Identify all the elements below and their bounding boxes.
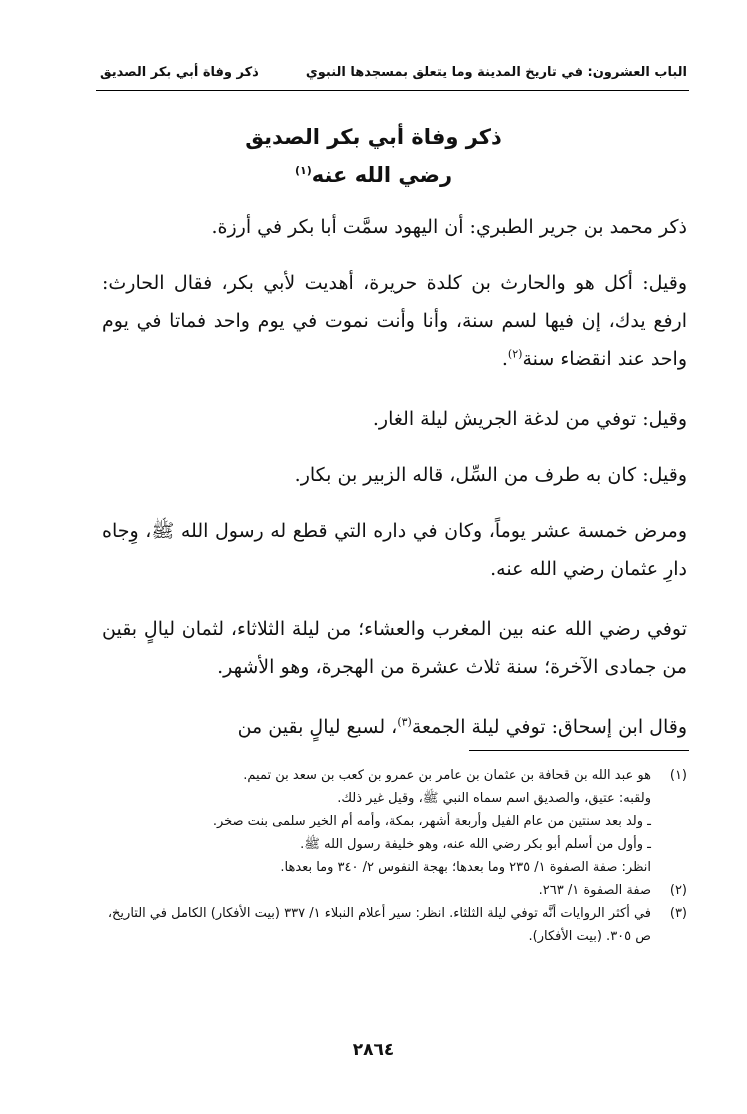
paragraph-text: ، لسبع ليالٍ بقين من xyxy=(237,716,398,738)
footnote-body: في أكثر الروايات أنَّه توفي ليلة الثلثاء. انظر: سير أعلام النبلاء ١/ ٣٣٧ (بيت الأفكار) الكامل في التاريخ، ص ٣٠٥. (بيت الأفكار). xyxy=(107,906,651,944)
footnote-marker: (٣) xyxy=(397,715,412,729)
footnote-line: ـ وأول من أسلم أبو بكر رضي الله عنه، وهو خليفة رسول الله ﷺ. xyxy=(300,837,651,852)
footnote-line: هو عبد الله بن قحافة بن عثمان بن عامر بن عمرو بن كعب بن سعد بن تميم. xyxy=(243,768,651,783)
paragraph: ذكر محمد بن جرير الطبري: أن اليهود سمَّت أبا بكر في أرزة. xyxy=(211,216,687,238)
footnote-2 xyxy=(104,879,687,902)
footnote-number: (٣) xyxy=(669,906,687,921)
footnotes xyxy=(104,764,687,948)
paragraph-text: وقال ابن إسحاق: توفي ليلة الجمعة xyxy=(411,716,687,738)
paragraph xyxy=(102,708,687,746)
footnote-marker: (٢) xyxy=(507,347,523,361)
footnote-body xyxy=(104,764,651,879)
paragraph: ومرض خمسة عشر يوماً، وكان في داره التي قطع له رسول الله ﷺ، وِجاه دارِ عثمان رضي الله عنه. xyxy=(102,520,687,580)
footnote-marker: (١) xyxy=(294,164,312,177)
header-section-title: ذكر وفاة أبي بكر الصديق xyxy=(100,64,259,80)
footnote-number: (١) xyxy=(669,768,687,783)
footnote-line: انظر: صفة الصفوة ١/ ٢٣٥ وما بعدها؛ بهجة النفوس ٢/ ٣٤٠ وما بعدها. xyxy=(280,860,651,875)
paragraph xyxy=(102,264,687,378)
paragraph: وقيل: توفي من لدغة الجريش ليلة الغار. xyxy=(372,408,687,430)
footnote-body: صفة الصفوة ١/ ٢٦٣. xyxy=(538,883,651,898)
footnote-divider xyxy=(469,750,689,751)
footnote-number: (٢) xyxy=(669,883,687,898)
paragraph-end: . xyxy=(501,348,508,370)
title-line-2 xyxy=(60,156,687,194)
paragraph: توفي رضي الله عنه بين المغرب والعشاء؛ من ليلة الثلاثاء، لثمان ليالٍ بقين من جمادى الآخرة؛ سنة ثلاث عشرة من الهجرة، وهو الأشهر. xyxy=(102,618,687,678)
paragraph-text: وقيل: أكل هو والحارث بن كلدة حريرة، أهديت لأبي بكر، فقال الحارث: ارفع يدك، إن فيها لسم سنة، وأنا وأنت نموت في يوم واحد فماتا في يوم واحد عند انقضاء سنة xyxy=(102,272,687,370)
header-divider xyxy=(96,90,689,91)
body-text xyxy=(102,208,687,768)
footnote-1 xyxy=(104,764,687,879)
footnote-line: ـ ولد بعد سنتين من عام الفيل وأربعة أشهر، بمكة، وأمه أم الخير سلمى بنت صخر. xyxy=(212,814,651,829)
header-chapter-title: الباب العشرون: في تاريخ المدينة وما يتعلق بمسجدها النبوي xyxy=(305,64,687,80)
section-title xyxy=(60,118,687,194)
page-number: ٢٨٦٤ xyxy=(352,1040,395,1060)
footnote-3 xyxy=(104,902,687,948)
title-line-2-text: رضي الله عنه xyxy=(311,163,453,187)
running-header xyxy=(100,58,687,86)
title-line-1: ذكر وفاة أبي بكر الصديق xyxy=(245,125,502,149)
paragraph: وقيل: كان به طرف من السِّل، قاله الزبير بن بكار. xyxy=(294,464,687,486)
footnote-line: ولقبه: عتيق، والصديق اسم سماه النبي ﷺ، وقيل غير ذلك. xyxy=(337,791,651,806)
